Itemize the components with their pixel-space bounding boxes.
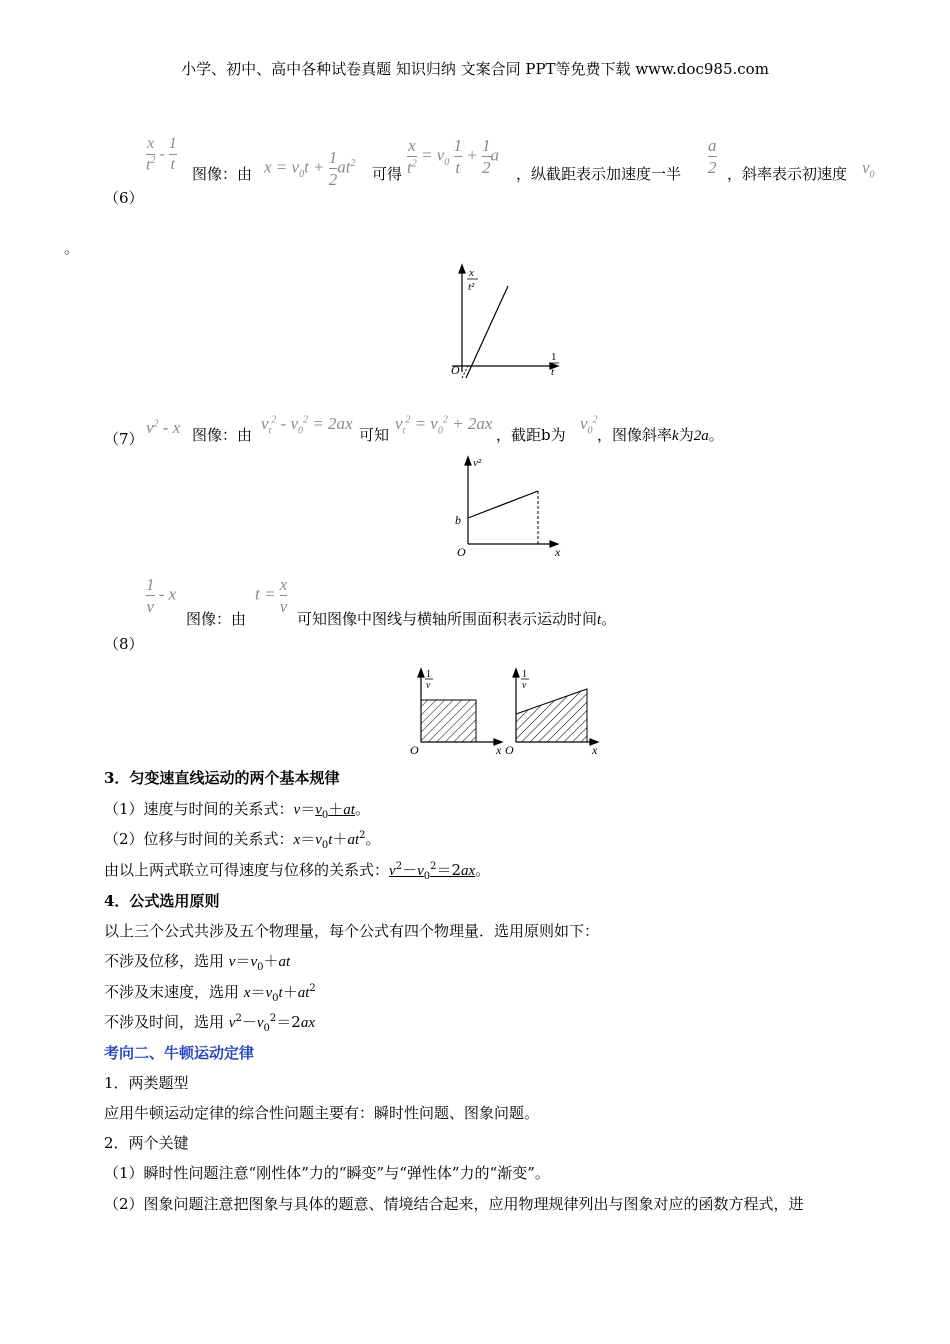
graph6-x-label-bottom: t (551, 366, 555, 378)
graph-1-over-v-vs-x (404, 664, 614, 760)
graph8-right-x: x (592, 743, 598, 757)
newton-para-2: （1）瞬时性问题注意“刚性体”力的“瞬变”与“弹性体”力的“渐变”。 (104, 1164, 550, 1182)
item6-desc2: ，斜率表示初速度 (727, 165, 848, 183)
graph8-right-area (516, 689, 587, 742)
section3-line2: （2）位移与时间的关系式：$x=v_0t+at^2$。 (104, 830, 381, 851)
newton-section-title: 考向二、牛顿运动定律 (104, 1044, 255, 1062)
graph7-x-label: x (555, 545, 561, 559)
page-header: 小学、初中、高中各种试卷真题 知识归纳 文案合同 PPT等免费下载 www.doc985.com (181, 60, 769, 78)
graph-v2-vs-x (448, 452, 578, 562)
section4-intro: 以上三个公式共涉及五个物理量，每个公式有四个物理量．选用原则如下： (104, 922, 600, 940)
item6-can-get: 可得 (372, 165, 403, 183)
section4-rule1: 不涉及位移，选用 $v=v_0+at$ (104, 952, 291, 973)
graph7-b-label: b (455, 513, 461, 527)
item7-graph-word: 图像：由 (192, 426, 253, 444)
newton-heading-2: 2．两个关键 (104, 1134, 189, 1152)
graph8-left-y-bottom: v (426, 680, 431, 691)
graph-x-t2-vs-1-t (440, 262, 570, 392)
section3-line1: （1）速度与时间的关系式：$v=v_0+at$。 (104, 800, 370, 821)
section3-title: 3．匀变速直线运动的两个基本规律 (104, 769, 340, 787)
item6-end-mark: 。 (64, 239, 80, 257)
item8-graph-word: 图像：由 (186, 610, 247, 628)
formula-x-over-t2: $\frac{x}{t^2}$ = $v_0$ $\frac{1}{t}$ + $\frac{1}{2}$ a (407, 136, 499, 178)
item7-label: （7） (104, 430, 144, 448)
formula-vt2-v02-2ax: $v_t^2 - v_0^2 = 2ax$ (261, 414, 353, 437)
formula-v0-squared: $v_0^2$ (580, 414, 598, 437)
formula-1-over-v-x: $\frac{1}{v}$ - x (146, 575, 177, 617)
item6-desc: ，纵截距表示加速度一半 (516, 165, 682, 183)
graph6-x-label-top: 1 (551, 351, 557, 363)
graph8-left-x: x (496, 743, 502, 757)
formula-v0: $v_0$ (862, 158, 875, 181)
item6-graph-word: 图像：由 (192, 165, 253, 183)
graph6-line (466, 286, 508, 378)
graph7-axes (465, 457, 558, 547)
section4-rule3: 不涉及时间，选用 $v^2-v_0^2=2ax$ (104, 1013, 315, 1034)
section4-rule2: 不涉及末速度，选用 $x=v_0t+at^2$ (104, 983, 316, 1004)
item7-desc-slope: ，图像斜率k为2a。 (597, 426, 724, 444)
formula-x-over-t2-vs-1-over-t: $\frac{x}{t^2}$ - $\frac{1}{t}$ (146, 135, 177, 174)
item6-label: （6） (104, 189, 144, 207)
graph8-left-area (421, 700, 476, 742)
graph8-right-y-bottom: v (522, 680, 527, 691)
item8-desc: 可知图像中图线与横轴所围面积表示运动时间t。 (297, 610, 617, 628)
newton-para-1: 应用牛顿运动定律的综合性问题主要有：瞬时性问题、图象问题。 (104, 1104, 540, 1122)
formula-v2-x: $v^2$ - x (146, 418, 181, 437)
item8-label: （8） (104, 635, 144, 653)
newton-para-3: （2）图象问题注意把图象与具体的题意、情境结合起来，应用物理规律列出与图象对应的函数方程式，进 (104, 1195, 804, 1213)
graph7-y-label: v² (473, 457, 482, 469)
formula-a-over-2: $\frac{a}{2}$ (708, 136, 717, 178)
section4-title: 4．公式选用原则 (104, 892, 220, 910)
graph7-origin: O (457, 545, 466, 559)
graph6-y-label-top: x (469, 267, 474, 279)
graph8-right-y-top: 1 (522, 669, 527, 680)
formula-vt2-eq: $v_t^2 = v_0^2 + 2ax$ (395, 414, 493, 437)
formula-displacement: $x = v_0t$ + $\frac{1}{2}$ $at^2$ (264, 148, 356, 190)
section3-line3: 由以上两式联立可得速度与位移的关系式：$v^2-v_0^2=2ax$。 (104, 861, 491, 882)
item7-desc: ，截距b为 (496, 426, 566, 444)
graph6-y-label-bottom: t² (468, 281, 475, 293)
newton-heading-1: 1．两类题型 (104, 1074, 189, 1092)
item7-can-know: 可知 (359, 426, 390, 444)
formula-t-eq-x-over-v: t = $\frac{x}{v}$ (255, 575, 288, 617)
graph8-left-y-top: 1 (426, 669, 431, 680)
graph8-right-origin: O (505, 743, 514, 757)
graph7-line (468, 491, 538, 518)
graph6-origin: O (451, 363, 460, 377)
graph8-left-origin: O (410, 743, 419, 757)
